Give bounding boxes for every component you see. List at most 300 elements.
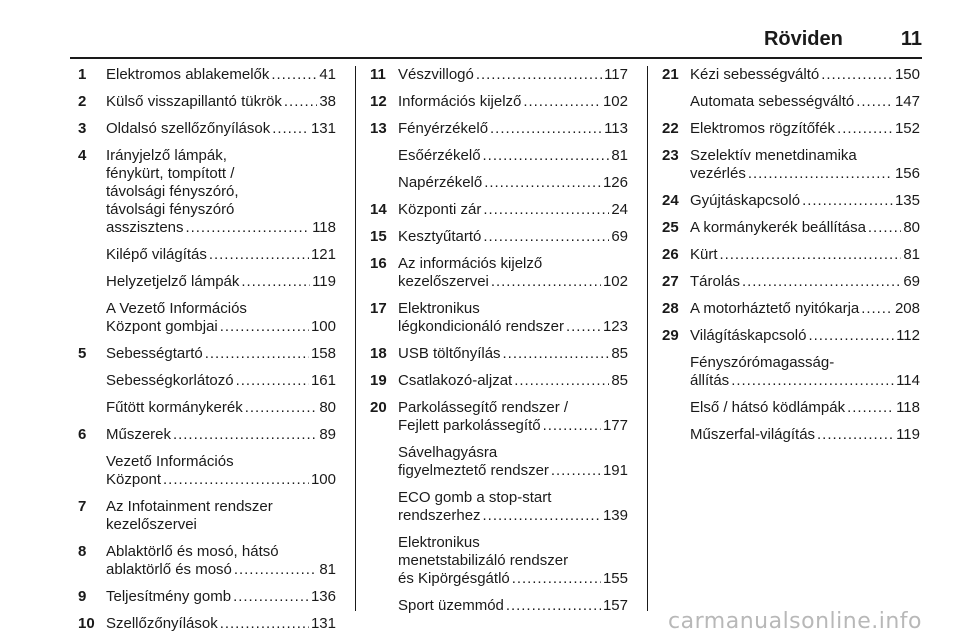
entry-text-line: Sávelhagyásra: [398, 444, 498, 461]
entry-text-line: Szelektív menetdinamika: [690, 147, 857, 164]
entry-text: Automata sebességváltó: [690, 93, 855, 110]
entry-text: Központi zár: [398, 201, 482, 218]
entry-leader-line: [398, 345, 628, 363]
entry-page: 161: [310, 372, 336, 389]
dot-leader: [512, 570, 601, 588]
entry-leader-line: [398, 318, 628, 336]
entry-text: légkondicionáló rendszer: [398, 318, 564, 335]
entry-number: [370, 444, 398, 480]
entry-number: [662, 426, 690, 444]
dot-leader: [186, 219, 311, 237]
index-entry: [370, 147, 628, 165]
entry-leader-line: [690, 219, 920, 237]
dot-leader: [808, 327, 894, 345]
entry-page: 131: [310, 615, 336, 632]
entry-number: 6: [78, 426, 87, 443]
entry-page: 81: [903, 246, 920, 263]
entry-text: Fejlett parkolássegítő: [398, 417, 541, 434]
entry-text-line: Ablaktörlő és mosó, hátsó: [106, 543, 279, 560]
page-title: Röviden: [763, 28, 843, 50]
entry-text: Információs kijelző: [398, 93, 522, 110]
entry-body: [106, 93, 336, 111]
entry-body: [106, 588, 336, 606]
entry-text: Kesztyűtartó: [398, 228, 482, 245]
index-entry: [370, 597, 628, 615]
entry-leader-line: [106, 588, 336, 606]
dot-leader: [476, 66, 602, 84]
entry-leader-line: [398, 201, 628, 219]
index-entry: [370, 372, 628, 390]
entry-text: Esőérzékelő: [398, 147, 481, 164]
dot-leader: [868, 219, 901, 237]
entry-text-line: Elektronikus: [398, 534, 480, 551]
entry-body: [398, 93, 628, 111]
entry-page: 89: [319, 426, 336, 443]
entry-page: 131: [310, 120, 336, 137]
entry-leader-line: [398, 66, 628, 84]
entry-body: [690, 354, 920, 390]
entry-leader-line: [106, 615, 336, 633]
index-entry: [370, 201, 628, 219]
entry-text-line: Az Infotainment rendszer: [106, 498, 273, 515]
dot-leader: [551, 462, 601, 480]
entry-text: Kilépő világítás: [106, 246, 207, 263]
entry-leader-line: [398, 147, 628, 165]
entry-text: Fűtött kormánykerék: [106, 399, 243, 416]
entry-body: [106, 345, 336, 363]
entry-text: kezelőszervei: [398, 273, 489, 290]
entry-number: 7: [78, 498, 87, 515]
entry-page: 147: [894, 93, 920, 110]
entry-page: 113: [604, 120, 628, 137]
entry-number: [78, 399, 106, 417]
entry-number: 18: [370, 345, 387, 362]
watermark: carmanualsonline.info: [668, 609, 922, 634]
dot-leader: [802, 192, 893, 210]
entry-number: [78, 372, 106, 390]
entry-text: Elektromos ablakemelők: [106, 66, 270, 83]
dot-leader: [284, 93, 317, 111]
entry-number: [78, 453, 106, 489]
entry-leader-line: [398, 417, 628, 435]
dot-leader: [837, 120, 893, 138]
entry-number: 19: [370, 372, 387, 389]
entry-leader-line: [106, 372, 336, 390]
entry-body: [690, 327, 920, 345]
entry-number: [78, 246, 106, 264]
index-entry: [370, 345, 628, 363]
entry-page: 156: [894, 165, 920, 182]
entry-text: vezérlés: [690, 165, 746, 182]
index-entry: [370, 93, 628, 111]
entry-page: 118: [896, 399, 920, 416]
entry-page: 80: [319, 399, 336, 416]
dot-leader: [523, 93, 601, 111]
entry-number: [662, 93, 690, 111]
entry-text: Külső visszapillantó tükrök: [106, 93, 282, 110]
entry-number: [662, 399, 690, 417]
index-entry: [662, 273, 920, 291]
entry-body: [106, 273, 336, 291]
entry-leader-line: [106, 318, 336, 336]
entry-leader-line: [398, 120, 628, 138]
entry-body: [106, 147, 336, 237]
index-entry: [78, 120, 336, 138]
dot-leader: [484, 174, 601, 192]
index-entry: [662, 219, 920, 237]
entry-leader-line: [690, 165, 920, 183]
entry-body: [106, 498, 336, 534]
entry-leader-line: [690, 273, 920, 291]
entry-text: Központ gombjai: [106, 318, 218, 335]
entry-text-line: menetstabilizáló rendszer: [398, 552, 569, 569]
entry-page: 136: [310, 588, 336, 605]
entry-number: 12: [370, 93, 387, 110]
entry-number: 23: [662, 147, 679, 164]
index-entry: [662, 354, 920, 390]
entry-body: [106, 120, 336, 138]
entry-body: [398, 300, 628, 336]
entry-page: 191: [602, 462, 628, 479]
entry-text-line: távolsági fényszóró,: [106, 183, 239, 200]
column-divider: [647, 66, 648, 611]
index-entry: [370, 534, 628, 588]
index-entry: [662, 192, 920, 210]
dot-leader: [241, 273, 310, 291]
entry-body: [106, 372, 336, 390]
entry-number: [370, 597, 398, 615]
entry-page: 100: [310, 471, 336, 488]
entry-number: 16: [370, 255, 387, 272]
index-entry: [370, 120, 628, 138]
index-column-1: [78, 66, 336, 642]
entry-text-line: Parkolássegítő rendszer /: [398, 399, 569, 416]
entry-page: 157: [602, 597, 628, 614]
dot-leader: [742, 273, 901, 291]
dot-leader: [205, 345, 309, 363]
dot-leader: [233, 588, 309, 606]
entry-body: [690, 147, 920, 183]
entry-leader-line: [398, 597, 628, 615]
entry-body: [106, 399, 336, 417]
entry-body: [690, 273, 920, 291]
entry-text: USB töltőnyílás: [398, 345, 501, 362]
index-entry: [662, 246, 920, 264]
entry-text: Fényérzékelő: [398, 120, 489, 137]
entry-leader-line: [106, 93, 336, 111]
entry-text: állítás: [690, 372, 730, 389]
index-entry: [662, 93, 920, 111]
index-entry: [370, 300, 628, 336]
entry-number: 2: [78, 93, 87, 110]
index-entry: [78, 453, 336, 489]
index-entry: [662, 120, 920, 138]
entry-leader-line: [106, 120, 336, 138]
dot-leader: [491, 273, 601, 291]
entry-page: 123: [602, 318, 628, 335]
entry-body: [398, 255, 628, 291]
entry-page: 38: [319, 93, 336, 110]
entry-text: Világításkapcsoló: [690, 327, 807, 344]
entry-number: 8: [78, 543, 87, 560]
entry-page: 126: [602, 174, 628, 191]
entry-text: Sebességtartó: [106, 345, 203, 362]
dot-leader: [272, 120, 309, 138]
entry-text: Helyzetjelző lámpák: [106, 273, 240, 290]
entry-body: [398, 174, 628, 192]
entry-body: [690, 120, 920, 138]
index-entry: [370, 174, 628, 192]
entry-leader-line: [398, 570, 628, 588]
entry-page: 119: [896, 426, 920, 443]
entry-leader-line: [690, 246, 920, 264]
index-entry: [78, 300, 336, 336]
entry-leader-line: [398, 372, 628, 390]
entry-body: [690, 399, 920, 417]
dot-leader: [245, 399, 318, 417]
entry-page: 102: [602, 93, 628, 110]
entry-text: Teljesítmény gomb: [106, 588, 232, 605]
dot-leader: [861, 300, 893, 318]
entry-page: 114: [896, 372, 920, 389]
dot-leader: [847, 399, 894, 417]
entry-body: [398, 147, 628, 165]
entry-page: 81: [319, 561, 336, 578]
entry-body: [398, 201, 628, 219]
dot-leader: [163, 471, 309, 489]
entry-number: [370, 489, 398, 525]
index-entry: [662, 327, 920, 345]
index-entry: [370, 255, 628, 291]
entry-body: [690, 426, 920, 444]
entry-leader-line: [106, 471, 336, 489]
entry-text: Tárolás: [690, 273, 741, 290]
entry-page: 152: [894, 120, 920, 137]
entry-number: 1: [78, 66, 87, 83]
entry-body: [398, 444, 628, 480]
entry-text-line: Az információs kijelző: [398, 255, 543, 272]
entry-text: Elektromos rögzítőfék: [690, 120, 836, 137]
index-entry: [78, 273, 336, 291]
entry-leader-line: [690, 120, 920, 138]
entry-number: 27: [662, 273, 679, 290]
entry-body: [398, 597, 628, 615]
entry-leader-line: [106, 345, 336, 363]
entry-body: [106, 66, 336, 84]
index-entry: [662, 66, 920, 84]
entry-page: 102: [602, 273, 628, 290]
entry-text: Sport üzemmód: [398, 597, 504, 614]
index-entry: [78, 246, 336, 264]
dot-leader: [506, 597, 601, 615]
dot-leader: [483, 228, 609, 246]
dot-leader: [236, 372, 309, 390]
entry-text: Oldalsó szellőzőnyílások: [106, 120, 271, 137]
dot-leader: [514, 372, 609, 390]
entry-number: 5: [78, 345, 87, 362]
entry-text-line: távolsági fényszóró: [106, 201, 235, 218]
index-entry: [78, 588, 336, 606]
entry-page: 155: [602, 570, 628, 587]
index-entry: [78, 147, 336, 237]
entry-text-line: A Vezető Információs: [106, 300, 247, 317]
entry-text-line: Elektronikus: [398, 300, 480, 317]
entry-number: 17: [370, 300, 387, 317]
dot-leader: [490, 120, 602, 138]
entry-number: 13: [370, 120, 387, 137]
entry-leader-line: [106, 219, 336, 237]
dot-leader: [173, 426, 317, 444]
entry-body: [398, 372, 628, 390]
entry-text: Kürt: [690, 246, 718, 263]
entry-page: 158: [310, 345, 336, 362]
entry-leader-line: [106, 561, 336, 579]
index-entry: [662, 426, 920, 444]
entry-page: 112: [896, 327, 920, 344]
entry-page: 150: [894, 66, 920, 83]
entry-body: [398, 345, 628, 363]
entry-body: [690, 300, 920, 318]
entry-page: 85: [611, 345, 628, 362]
entry-text: Napérzékelő: [398, 174, 483, 191]
entry-body: [106, 300, 336, 336]
index-entry: [370, 399, 628, 435]
entry-text: Műszerek: [106, 426, 172, 443]
entry-number: 14: [370, 201, 387, 218]
entry-body: [690, 246, 920, 264]
entry-text: figyelmeztető rendszer: [398, 462, 549, 479]
entry-leader-line: [690, 66, 920, 84]
entry-text: Műszerfal-világítás: [690, 426, 816, 443]
index-column-3: [662, 66, 920, 453]
index-entry: [78, 66, 336, 84]
index-entry: [662, 399, 920, 417]
dot-leader: [543, 417, 601, 435]
dot-leader: [483, 201, 609, 219]
entry-leader-line: [690, 426, 920, 444]
entry-text: asszisztens: [106, 219, 184, 236]
entry-page: 69: [611, 228, 628, 245]
entry-leader-line: [398, 462, 628, 480]
entry-leader-line: [106, 246, 336, 264]
entry-text: A kormánykerék beállítása: [690, 219, 866, 236]
entry-text: Első / hátsó ködlámpák: [690, 399, 846, 416]
entry-number: 29: [662, 327, 679, 344]
entry-number: 28: [662, 300, 679, 317]
entry-body: [106, 453, 336, 489]
dot-leader: [483, 147, 610, 165]
index-column-2: [370, 66, 628, 624]
entry-leader-line: [398, 273, 628, 291]
entry-text-line: kezelőszervei: [106, 516, 197, 533]
entry-number: [78, 300, 106, 336]
entry-leader-line: [690, 372, 920, 390]
entry-leader-line: [106, 399, 336, 417]
entry-number: [370, 534, 398, 588]
entry-text: rendszerhez: [398, 507, 481, 524]
entry-number: [78, 273, 106, 291]
entry-body: [106, 543, 336, 579]
entry-number: 25: [662, 219, 679, 236]
index-entry: [370, 228, 628, 246]
entry-text: és Kipörgésgátló: [398, 570, 510, 587]
entry-page: 121: [310, 246, 336, 263]
entry-body: [690, 192, 920, 210]
index-entry: [370, 66, 628, 84]
entry-body: [690, 219, 920, 237]
dot-leader: [856, 93, 893, 111]
entry-leader-line: [690, 327, 920, 345]
entry-page: 177: [602, 417, 628, 434]
entry-body: [106, 615, 336, 633]
entry-text: Szellőzőnyílások: [106, 615, 218, 632]
entry-leader-line: [106, 426, 336, 444]
entry-text: Gyújtáskapcsoló: [690, 192, 801, 209]
index-entry: [78, 345, 336, 363]
dot-leader: [821, 66, 893, 84]
entry-text-line: Fényszórómagasság-: [690, 354, 835, 371]
entry-text-line: Irányjelző lámpák,: [106, 147, 227, 164]
entry-leader-line: [106, 66, 336, 84]
entry-text: Csatlakozó-aljzat: [398, 372, 513, 389]
entry-number: 26: [662, 246, 679, 263]
entry-text: Központ: [106, 471, 162, 488]
entry-leader-line: [690, 300, 920, 318]
entry-leader-line: [398, 228, 628, 246]
entry-body: [398, 66, 628, 84]
entry-page: 139: [602, 507, 628, 524]
dot-leader: [817, 426, 894, 444]
entry-number: [370, 147, 398, 165]
entry-leader-line: [398, 174, 628, 192]
entry-body: [106, 246, 336, 264]
entry-body: [690, 66, 920, 84]
entry-text: Kézi sebességváltó: [690, 66, 820, 83]
dot-leader: [220, 318, 309, 336]
index-entry: [78, 543, 336, 579]
entry-leader-line: [690, 399, 920, 417]
entry-number: [662, 354, 690, 390]
entry-number: 15: [370, 228, 387, 245]
entry-body: [398, 228, 628, 246]
entry-text: Vészvillogó: [398, 66, 474, 83]
index-entry: [662, 300, 920, 318]
entry-number: 11: [370, 66, 386, 83]
entry-page: 24: [611, 201, 628, 218]
entry-page: 69: [903, 273, 920, 290]
dot-leader: [209, 246, 309, 264]
dot-leader: [748, 165, 893, 183]
entry-leader-line: [690, 192, 920, 210]
entry-text: A motorháztető nyitókarja: [690, 300, 860, 317]
entry-number: [370, 174, 398, 192]
dot-leader: [220, 615, 309, 633]
entry-text-line: fénykürt, tompított /: [106, 165, 235, 182]
entry-body: [398, 399, 628, 435]
entry-page: 118: [312, 219, 336, 236]
entry-number: 10: [78, 615, 95, 632]
header-rule: [70, 57, 922, 59]
index-entry: [662, 147, 920, 183]
index-entry: [78, 93, 336, 111]
entry-number: 20: [370, 399, 387, 416]
entry-page: 208: [894, 300, 920, 317]
entry-page: 41: [319, 66, 336, 83]
entry-number: 3: [78, 120, 87, 137]
entry-leader-line: [106, 273, 336, 291]
index-entry: [78, 426, 336, 444]
entry-number: 21: [662, 66, 679, 83]
